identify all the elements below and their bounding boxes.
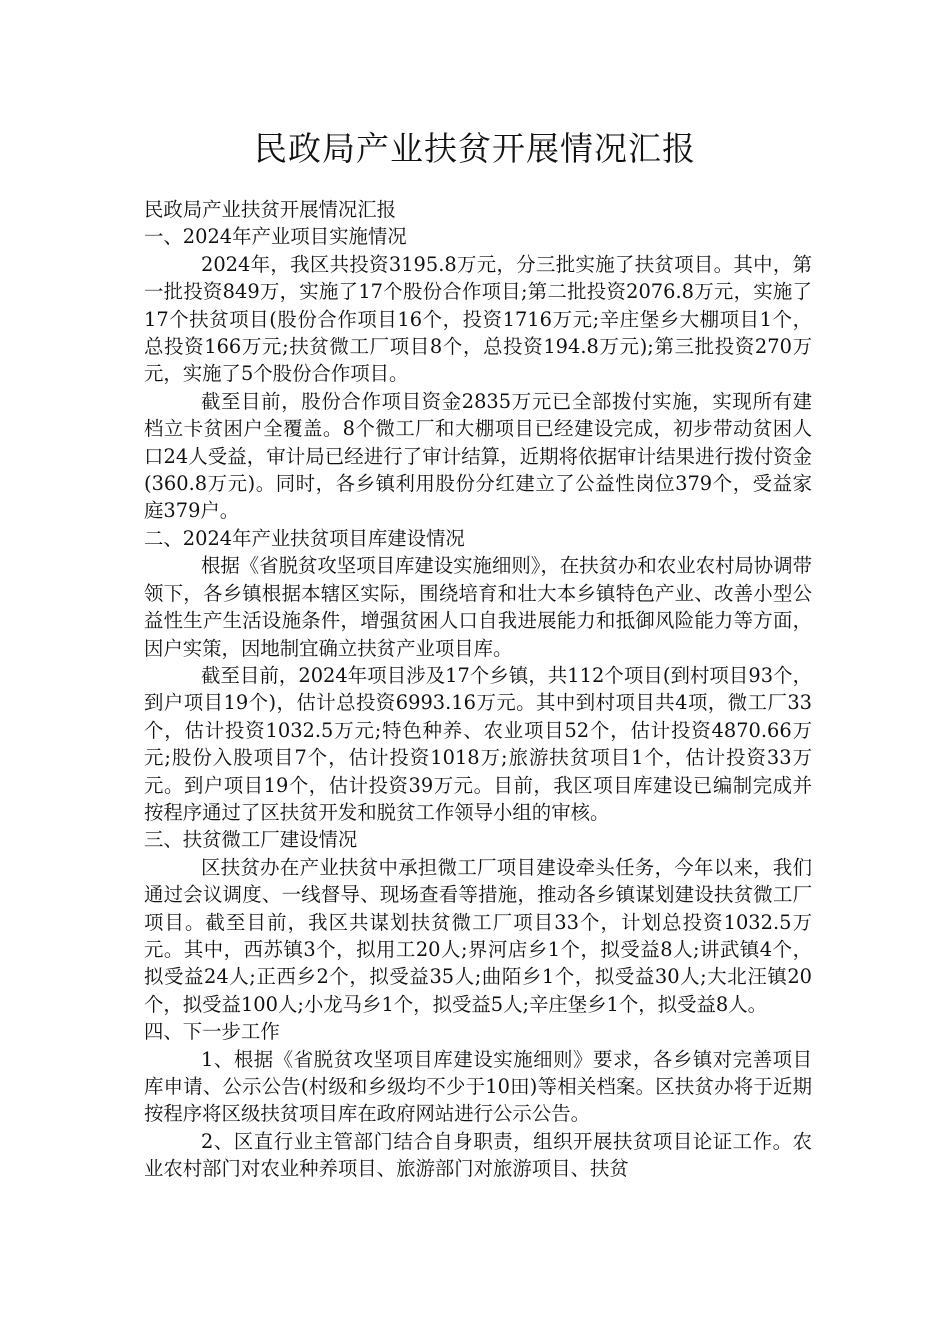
document-title: 民政局产业扶贫开展情况汇报 xyxy=(254,129,696,168)
document-body xyxy=(144,196,812,1183)
paragraph: 1、根据《省脱贫攻坚项目库建设实施细则》要求，各乡镇对完善项目库申请、公示公告(村级和乡级均不少于10田)等相关档案。区扶贫办将于近期按程序将区级扶贫项目库在政府网站进行公示公告。 xyxy=(144,1047,812,1126)
paragraph: 截至目前，股份合作项目资金2835万元已全部拨付实施，实现所有建档立卡贫困户全覆盖。8个微工厂和大棚项目已经建设完成，初步带动贫困人口24人受益，审计局已经进行了审计结算，近期将依据审计结果进行拨付资金(360.8万元)。同时，各乡镇利用股份分红建立了公益性岗位379个，受益家庭379户。 xyxy=(144,389,812,523)
paragraph: 2、区直行业主管部门结合自身职责，组织开展扶贫项目论证工作。农业农村部门对农业种养项目、旅游部门对旅游项目、扶贫 xyxy=(144,1129,812,1181)
section-heading-1: 一、2024年产业项目实施情况 xyxy=(144,225,407,249)
paragraph: 截至目前，2024年项目涉及17个乡镇，共112个项目(到村项目93个，到户项目19个)，估计总投资6993.16万元。其中到村项目共4项，微工厂33个，估计投资1032.5万元;特色种养、农业项目52个，估计投资4870.66万元;股份入股项目7个，估计投资1018万;旅游扶贫项目1个，估计投资33万元。到户项目19个，估计投资39万元。目前，我区项目库建设已编制完成并按程序通过了区扶贫开发和脱贫工作领导小组的审核。 xyxy=(144,663,812,824)
section-heading-4: 四、下一步工作 xyxy=(144,1020,280,1044)
paragraph: 根据《省脱贫攻坚项目库建设实施细则》，在扶贫办和农业农村局协调带领下，各乡镇根据本辖区实际，围绕培育和壮大本乡镇特色产业、改善小型公益性生产生活设施条件，增强贫困人口自我进展能力和抵御风险能力等方面，因户实策，因地制宜确立扶贫产业项目库。 xyxy=(144,554,812,660)
paragraph: 2024年，我区共投资3195.8万元，分三批实施了扶贫项目。其中，第一批投资849万，实施了17个股份合作项目;第二批投资2076.8万元，实施了17个扶贫项目(股份合作项目16个，投资1716万元;辛庄堡乡大棚项目1个，总投资166万元;扶贫微工厂项目8个，总投资194.8万元);第三批投资270万元，实施了5个股份合作项目。 xyxy=(144,252,812,386)
paragraph: 区扶贫办在产业扶贫中承担微工厂项目建设牵头任务，今年以来，我们通过会议调度、一线督导、现场查看等措施，推动各乡镇谋划建设扶贫微工厂项目。截至目前，我区共谋划扶贫微工厂项目33个，计划总投资1032.5万元。其中，西苏镇3个，拟用工20人;界河店乡1个，拟受益8人;讲武镇4个，拟受益24人;正西乡2个，拟受益35人;曲陌乡1个，拟受益30人;大北汪镇20个，拟受益100人;小龙马乡1个，拟受益5人;辛庄堡乡1个，拟受益8人。 xyxy=(144,855,812,1016)
section-heading-2: 二、2024年产业扶贫项目库建设情况 xyxy=(144,526,465,550)
section-heading-3: 三、扶贫微工厂建设情况 xyxy=(144,828,358,852)
document-subtitle: 民政局产业扶贫开展情况汇报 xyxy=(144,198,397,221)
